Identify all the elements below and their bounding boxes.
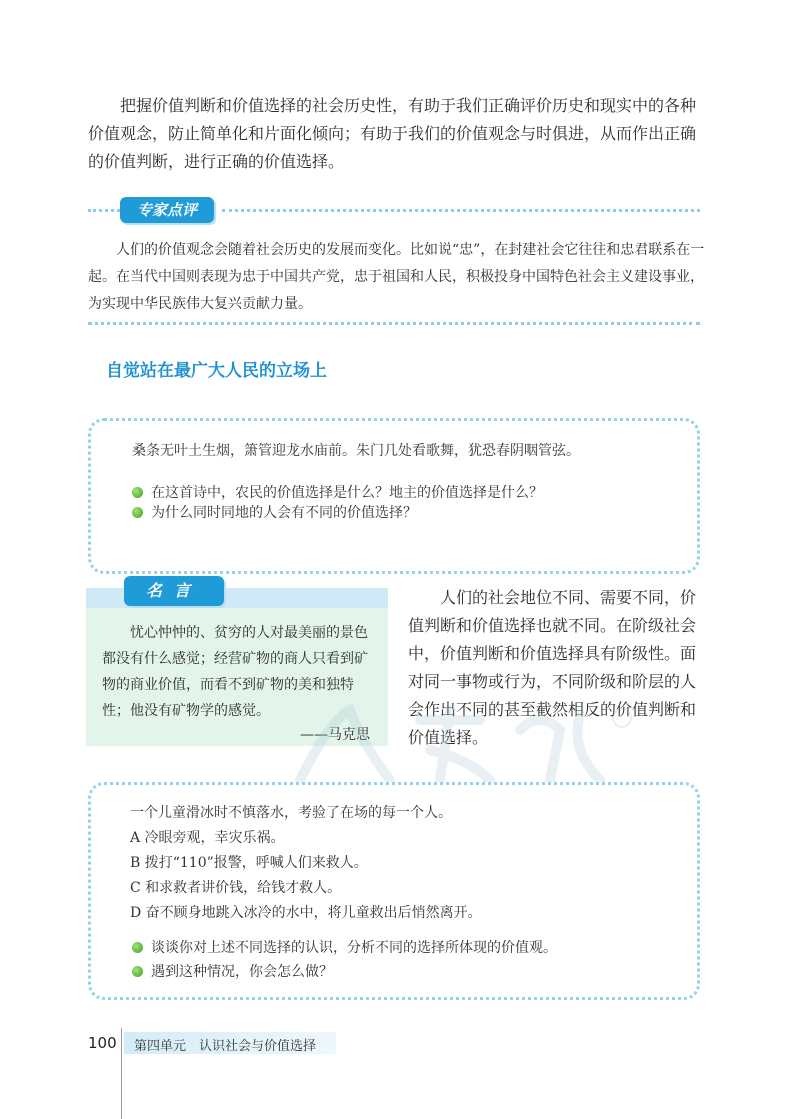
side-paragraph: 人们的社会地位不同、需要不同，价值判断和价值选择也就不同。在阶级社会中，价值判断和价值选择具有阶级性。面对同一事物或行为，不同阶级和阶层的人会作出不同的甚至截然相反的价值判断和价值选择。 [408, 588, 697, 747]
section-heading: 自觉站在最广大人民的立场上 [106, 361, 327, 381]
divider-dots-left [88, 209, 120, 212]
option-b: B 拨打“110”报警，呼喊人们来救人。 [130, 855, 368, 871]
question-text: 遇到这种情况，你会怎么做？ [151, 964, 333, 980]
poem-question-1 [132, 482, 543, 502]
option-c: C 和求救者讲价钱，给钱才救人。 [130, 880, 342, 896]
expert-review-tag: 专家点评 [120, 197, 214, 223]
intro-paragraph: 把握价值判断和价值选择的社会历史性，有助于我们正确评价历史和现实中的各种价值观念，防止简单化和片面化倾向；有助于我们的价值观念与时俱进，从而作出正确的价值判断，进行正确的价值选择。 [88, 96, 697, 171]
publisher-watermark-icon [280, 700, 640, 790]
green-bullet-icon [132, 942, 143, 953]
famous-quote-tag: 名言 [124, 576, 224, 606]
rescue-question-1 [132, 937, 557, 957]
expert-review-text: 人们的价值观念会随着社会历史的发展而变化。比如说“忠”，在封建社会它往往和忠君联系在一起。在当代中国则表现为忠于中国共产党，忠于祖国和人民，积极投身中国特色社会主义建设事业，为实现中华民族伟大复兴贡献力量。 [88, 242, 705, 312]
divider-dots-bottom [88, 322, 700, 325]
question-text: 在这首诗中，农民的价值选择是什么？地主的价值选择是什么？ [151, 485, 543, 501]
green-bullet-icon [132, 966, 143, 977]
question-text: 谈谈你对上述不同选择的认识，分析不同的选择所体现的价值观。 [151, 940, 557, 956]
divider-dots-right [222, 209, 700, 212]
option-d: D 奋不顾身地跳入冰冷的水中，将儿童救出后悄然离开。 [130, 905, 482, 921]
poem-text: 桑条无叶土生烟，箫管迎龙水庙前。朱门几处看歌舞，犹恐春阴咽管弦。 [132, 443, 580, 459]
quote-author: ——马克思 [300, 727, 370, 743]
quote-text: 忧心忡忡的、贫穷的人对最美丽的景色都没有什么感觉；经营矿物的商人只看到矿物的商业价值，而看不到矿物的美和独特性；他没有矿物学的感觉。 [102, 625, 368, 719]
poem-question-2 [132, 502, 417, 522]
question-text: 为什么同时同地的人会有不同的价值选择？ [151, 505, 417, 521]
scenario-text: 一个儿童滑冰时不慎落水，考验了在场的每一个人。 [130, 805, 452, 821]
option-a: A 冷眼旁观，幸灾乐祸。 [130, 830, 285, 846]
footer-rule [121, 1028, 122, 1119]
rescue-question-2 [132, 961, 333, 981]
footer-unit-label: 第四单元 认识社会与价值选择 [134, 1039, 317, 1054]
green-bullet-icon [132, 507, 143, 518]
green-bullet-icon [132, 487, 143, 498]
page-number: 100 [88, 1034, 117, 1052]
